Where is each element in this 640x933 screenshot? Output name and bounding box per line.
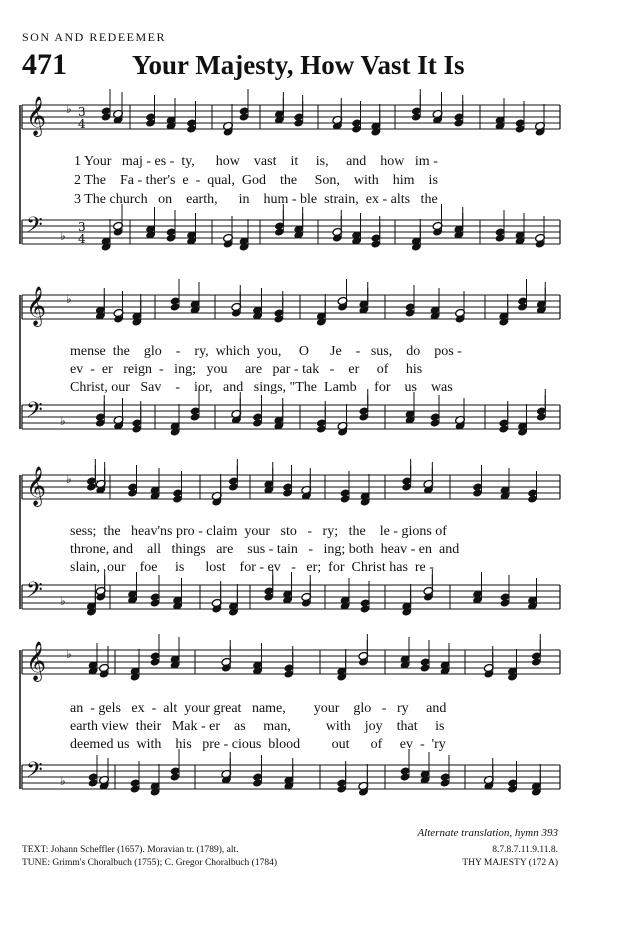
clef-symbol: 𝄢 <box>26 578 43 608</box>
section-heading: SON AND REDEEMER <box>22 30 167 44</box>
clef-symbol: 𝄞 <box>26 641 47 681</box>
clef-symbol: 𝄢 <box>26 213 43 243</box>
lyric-line: mense the glo - ry, which you, O Je - sus, do pos - <box>70 344 462 359</box>
clef-symbol: 4 <box>78 232 86 246</box>
clef-symbol: ♭ <box>66 292 72 306</box>
clef-symbol: ♭ <box>60 594 66 608</box>
alternate-translation: Alternate translation, hymn 393 <box>417 827 558 839</box>
lyric-line: 3 The church on earth, in hum - ble strain, ex - alts the <box>74 192 438 207</box>
clef-symbol: 3 <box>78 220 86 234</box>
clef-symbol: ♭ <box>60 229 66 243</box>
lyric-line: sess; the heav'ns pro - claim your sto - ry; the le - gions of <box>70 524 447 539</box>
lyric-line: Christ, our Sav - ior, and sings, "The Lamb for us was <box>70 380 453 395</box>
hymn-number: 471 <box>22 48 67 81</box>
clef-symbol: 3 <box>78 105 86 119</box>
clef-symbol: 𝄢 <box>26 398 43 428</box>
tune-name: THY MAJESTY (172 A) <box>462 858 558 868</box>
lyric-line: an - gels ex - alt your great name, your glo - ry and <box>70 701 447 716</box>
text-credit: TEXT: Johann Scheffler (1657). Moravian tr. (1789), alt. <box>22 845 239 855</box>
lyric-line: 1 Your maj - es - ty, how vast it is, and how im - <box>74 154 438 169</box>
clef-symbol: 𝄞 <box>26 286 47 326</box>
clef-symbol: 𝄞 <box>26 466 47 506</box>
clef-symbol: ♭ <box>66 647 72 661</box>
clef-symbol: 𝄢 <box>26 758 43 788</box>
lyric-line: 2 The Fa - ther's e - qual, God the Son, with him is <box>74 173 438 188</box>
lyric-line: ev - er reign - ing; you are par - tak - er of his <box>70 362 423 377</box>
meter: 8.7.8.7.11.9.11.8. <box>492 845 558 855</box>
clef-symbol: ♭ <box>66 472 72 486</box>
clef-symbol: 4 <box>78 117 86 131</box>
tune-credit: TUNE: Grimm's Choralbuch (1755); C. Gregor Choralbuch (1784) <box>22 858 277 868</box>
hymn-title: Your Majesty, How Vast It Is <box>132 50 465 80</box>
clef-symbol: ♭ <box>66 102 72 116</box>
clef-symbol: ♭ <box>60 414 66 428</box>
clef-symbol: 𝄞 <box>26 96 47 136</box>
lyric-line: deemed us with his pre - cious blood out of ev - 'ry <box>70 737 446 752</box>
lyric-line: throne, and all things are sus - tain - ing; both heav - en and <box>70 542 460 557</box>
clef-symbol: ♭ <box>60 774 66 788</box>
lyric-line: slain, our foe is lost for - ev - er; for Christ has re - <box>70 560 434 575</box>
lyric-line: earth view their Mak - er as man, with joy that is <box>70 719 445 734</box>
